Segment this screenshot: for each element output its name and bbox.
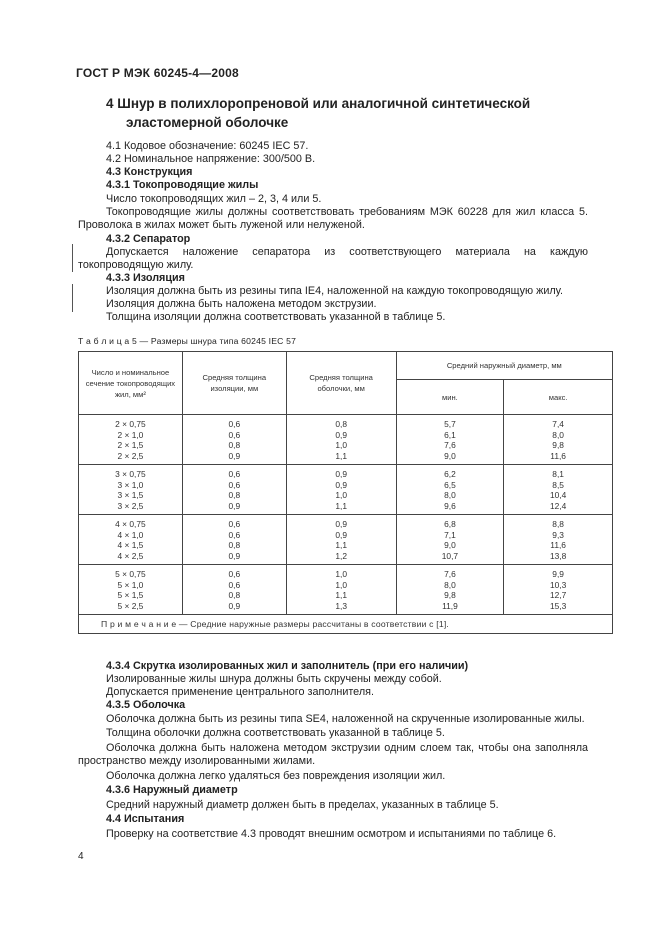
size-cell: 4 × 0,75 4 × 1,0 4 × 1,5 4 × 2,5	[79, 515, 183, 565]
document-header: ГОСТ Р МЭК 60245-4—2008	[76, 66, 239, 80]
para-4-3-3-c: Толщина изоляции должна соответствовать указанной в таблице 5.	[106, 311, 446, 323]
para-4-3-3-a: Изоляция должна быть из резины типа IE4, наложенной на каждую токопроводящую жилу.	[106, 285, 563, 297]
heading-4-3-5: 4.3.5 Оболочка	[106, 699, 186, 711]
heading-4-3-2: 4.3.2 Сепаратор	[106, 233, 191, 245]
table-caption: Т а б л и ц а 5 — Размеры шнура типа 60245 IEC 57	[78, 336, 297, 346]
header-max: макс.	[504, 380, 613, 415]
section-title-line1: 4 Шнур в полихлоропреновой или аналогичной синтетической	[106, 96, 531, 111]
sheath-cell: 1,0 1,0 1,1 1,3	[286, 565, 396, 615]
heading-4-3-1: 4.3.1 Токопроводящие жилы	[106, 179, 259, 191]
table-note: П р и м е ч а н и е — Средние наружные размеры рассчитаны в соответствии с [1].	[79, 615, 613, 634]
heading-4-3-6: 4.3.6 Наружный диаметр	[106, 784, 238, 796]
para-4-3-5-d: Оболочка должна легко удаляться без повреждения изоляции жил.	[106, 770, 446, 782]
para-4-3-1-a: Число токопроводящих жил – 2, 3, 4 или 5.	[106, 193, 322, 205]
para-4-3-3-b: Изоляция должна быть наложена методом экструзии.	[106, 298, 377, 310]
para-4-3-6: Средний наружный диаметр должен быть в пределах, указанных в таблице 5.	[106, 799, 499, 811]
min-diameter-cell: 6,2 6,5 8,0 9,6	[396, 465, 504, 515]
change-bar	[72, 244, 73, 272]
header-min: мин.	[396, 380, 504, 415]
para-4-3-1-b: Токопроводящие жилы должны соответствовать требованиям МЭК 60228 для жил класса 5. Проволока в жилах может быть луженой или нелуженой.	[78, 206, 588, 231]
para-4-2: 4.2 Номинальное напряжение: 300/500 В.	[106, 153, 316, 165]
heading-4-4: 4.4 Испытания	[106, 813, 185, 825]
sheath-cell: 0,9 0,9 1,1 1,2	[286, 515, 396, 565]
para-4-3-5-c: Оболочка должна быть наложена методом экструзии одним слоем так, чтобы она заполняла пространство между изолированными жилами.	[78, 742, 588, 767]
size-cell: 2 × 0,75 2 × 1,0 2 × 1,5 2 × 2,5	[79, 415, 183, 465]
heading-4-3-4: 4.3.4 Скрутка изолированных жил и заполнитель (при его наличии)	[106, 660, 469, 672]
size-cell: 5 × 0,75 5 × 1,0 5 × 1,5 5 × 2,5	[79, 565, 183, 615]
min-diameter-cell: 5,7 6,1 7,6 9,0	[396, 415, 504, 465]
heading-4-3: 4.3 Конструкция	[106, 166, 193, 178]
para-4-3-4-a: Изолированные жилы шнура должны быть скручены между собой.	[106, 673, 442, 685]
page-number: 4	[78, 851, 84, 862]
insulation-cell: 0,6 0,6 0,8 0,9	[182, 515, 286, 565]
insulation-cell: 0,6 0,6 0,8 0,9	[182, 415, 286, 465]
section-title	[106, 94, 586, 132]
para-4-3-5-b: Толщина оболочки должна соответствовать указанной в таблице 5.	[106, 727, 445, 739]
sheath-cell: 0,8 0,9 1,0 1,1	[286, 415, 396, 465]
max-diameter-cell: 7,4 8,0 9,8 11,6	[504, 415, 613, 465]
para-4-3-4-b: Допускается применение центрального заполнителя.	[106, 686, 374, 698]
para-4-1: 4.1 Кодовое обозначение: 60245 IEC 57.	[106, 140, 309, 152]
header-insulation: Средняя толщина изоляции, мм	[182, 352, 286, 415]
header-size: Число и номинальное сечение токопроводящих жил, мм²	[79, 352, 183, 415]
insulation-cell: 0,6 0,6 0,8 0,9	[182, 465, 286, 515]
header-outer-diameter: Средний наружный диаметр, мм	[396, 352, 612, 380]
sheath-cell: 0,9 0,9 1,0 1,1	[286, 465, 396, 515]
max-diameter-cell: 8,1 8,5 10,4 12,4	[504, 465, 613, 515]
header-sheath: Средняя толщина оболочки, мм	[286, 352, 396, 415]
heading-4-3-3: 4.3.3 Изоляция	[106, 272, 185, 284]
para-4-4: Проверку на соответствие 4.3 проводят внешним осмотром и испытаниями по таблице 6.	[106, 828, 557, 840]
para-4-3-5-a: Оболочка должна быть из резины типа SE4, наложенной на скрученные изолированные жилы.	[106, 713, 585, 725]
max-diameter-cell: 8,8 9,3 11,6 13,8	[504, 515, 613, 565]
insulation-cell: 0,6 0,6 0,8 0,9	[182, 565, 286, 615]
section-title-line2: эластомерной оболочке	[126, 115, 289, 130]
size-cell: 3 × 0,75 3 × 1,0 3 × 1,5 3 × 2,5	[79, 465, 183, 515]
cord-dimensions-table	[78, 351, 613, 634]
max-diameter-cell: 9,9 10,3 12,7 15,3	[504, 565, 613, 615]
change-bar	[72, 284, 73, 312]
min-diameter-cell: 7,6 8,0 9,8 11,9	[396, 565, 504, 615]
min-diameter-cell: 6,8 7,1 9,0 10,7	[396, 515, 504, 565]
para-4-3-2: Допускается наложение сепаратора из соответствующего материала на каждую токопроводящую жилу.	[78, 246, 588, 271]
